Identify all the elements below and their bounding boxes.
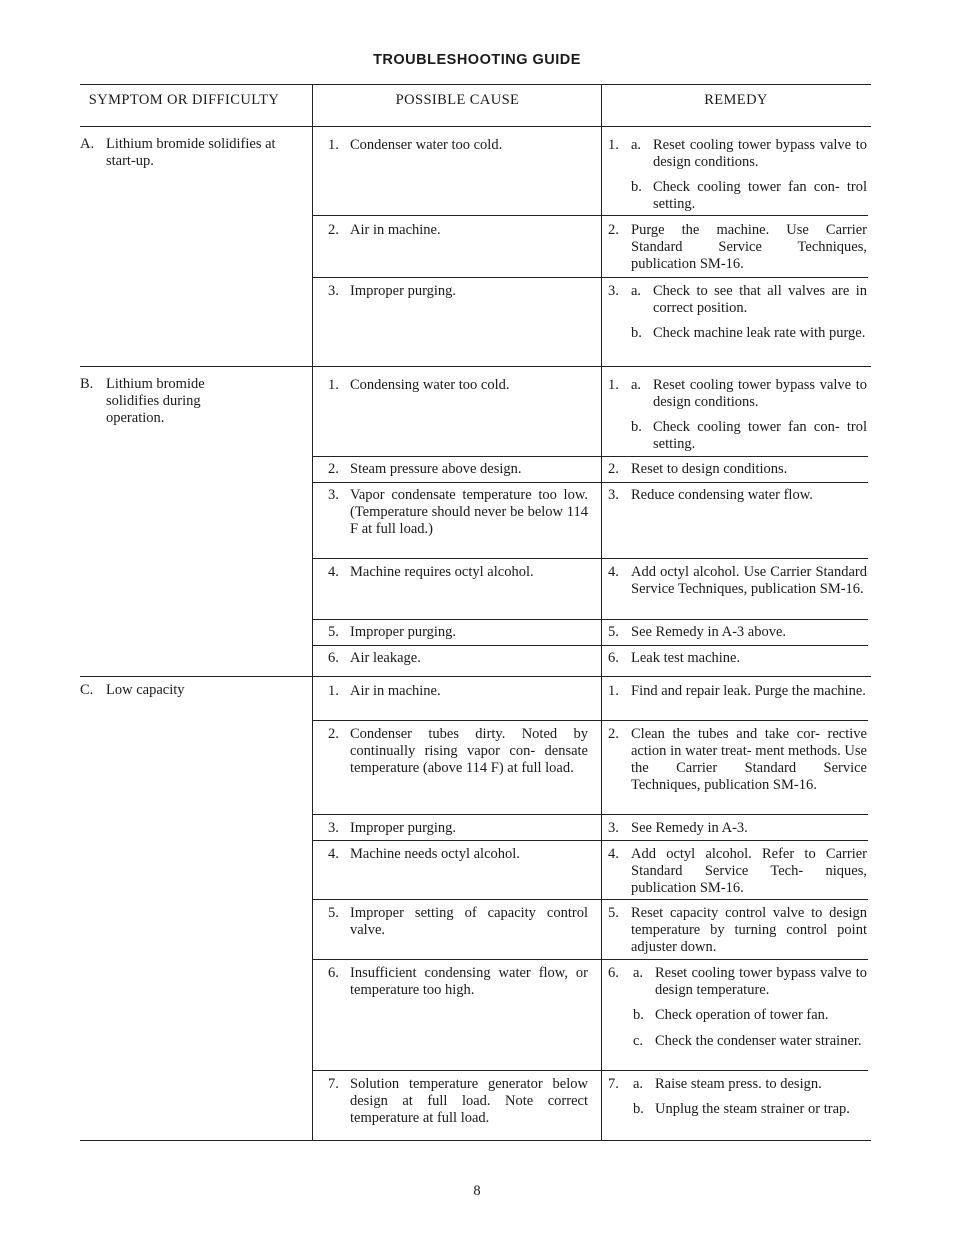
header-bottom-rule	[80, 126, 871, 127]
cause-number: 5.	[328, 624, 339, 640]
table-bottom-rule	[80, 1140, 871, 1141]
row-rule	[312, 1070, 868, 1071]
cause-text: Improper purging.	[350, 283, 457, 299]
row-rule	[312, 456, 868, 457]
cause-number: 4.	[328, 564, 339, 580]
symptom-letter-b: B.	[80, 376, 94, 392]
remedy-letter: a.	[633, 1076, 644, 1092]
cause-number: 2.	[328, 461, 339, 477]
remedy-letter: b.	[633, 1101, 644, 1117]
remedy-text: See Remedy in A-3 above.	[631, 624, 787, 640]
row-rule	[312, 558, 868, 559]
remedy-letter: b.	[633, 1007, 644, 1023]
header-remedy: REMEDY	[704, 92, 768, 108]
cause-text: Insufficient condensing water flow, or temperature too high.	[350, 965, 588, 998]
remedy-number: 3.	[608, 487, 619, 503]
cause-number: 6.	[328, 650, 339, 666]
remedy-letter: b.	[631, 325, 642, 341]
cause-text: Air in machine.	[350, 222, 441, 238]
cause-number: 1.	[328, 683, 339, 699]
cause-text: Condenser tubes dirty. Noted by continually rising vapor con- densate temperature (above 114 F) at full load.	[350, 726, 588, 776]
row-rule	[312, 899, 868, 900]
section-rule-c	[80, 676, 871, 677]
cause-text: Machine needs octyl alcohol.	[350, 846, 520, 862]
row-rule	[312, 959, 868, 960]
row-rule	[312, 619, 868, 620]
header-symptom: SYMPTOM OR DIFFICULTY	[88, 92, 280, 108]
remedy-text: Check machine leak rate with purge.	[653, 325, 866, 341]
remedy-text: Clean the tubes and take cor- rective action in water treat- ment methods. Use the Carrier Standard Service Techniques, publication SM-16.	[631, 726, 867, 793]
cause-number: 6.	[328, 965, 339, 981]
remedy-text: Purge the machine. Use Carrier Standard Service Techniques, publication SM-16.	[631, 222, 867, 272]
remedy-number: 1.	[608, 683, 619, 699]
remedy-text: Reset cooling tower bypass valve to design conditions.	[653, 137, 867, 170]
remedy-letter: a.	[631, 283, 642, 299]
remedy-letter: b.	[631, 179, 642, 195]
remedy-text: Check the condenser water strainer.	[655, 1033, 862, 1049]
row-rule	[312, 720, 868, 721]
cause-text: Air in machine.	[350, 683, 441, 699]
symptom-letter-a: A.	[80, 136, 95, 152]
remedy-number: 5.	[608, 905, 619, 921]
remedy-letter: c.	[633, 1033, 644, 1049]
page-number: 8	[473, 1183, 481, 1199]
remedy-number: 6.	[608, 650, 619, 666]
cause-number: 3.	[328, 820, 339, 836]
remedy-text: Reset cooling tower bypass valve to design conditions.	[653, 377, 867, 410]
row-rule	[312, 645, 868, 646]
remedy-text: Raise steam press. to design.	[655, 1076, 822, 1092]
cause-number: 5.	[328, 905, 339, 921]
header-cause: POSSIBLE CAUSE	[395, 92, 520, 108]
remedy-number: 1.	[608, 377, 619, 393]
cause-text: Vapor condensate temperature too low. (Temperature should never be below 114 F at full load.)	[350, 487, 588, 537]
remedy-text: Add octyl alcohol. Refer to Carrier Standard Service Tech- niques, publication SM-16.	[631, 846, 867, 896]
remedy-letter: a.	[633, 965, 644, 981]
cause-text: Improper purging.	[350, 820, 457, 836]
cause-text: Air leakage.	[350, 650, 421, 666]
remedy-text: Check cooling tower fan con- trol setting.	[653, 419, 867, 452]
remedy-number: 3.	[608, 283, 619, 299]
row-rule	[312, 482, 868, 483]
remedy-text: Leak test machine.	[631, 650, 741, 666]
remedy-text: Reset capacity control valve to design temperature by turning control point adjuster down.	[631, 905, 867, 955]
cause-text: Improper purging.	[350, 624, 457, 640]
remedy-number: 4.	[608, 846, 619, 862]
remedy-text: Reset to design conditions.	[631, 461, 788, 477]
cause-text: Steam pressure above design.	[350, 461, 522, 477]
remedy-number: 5.	[608, 624, 619, 640]
remedy-number: 3.	[608, 820, 619, 836]
remedy-number: 7.	[608, 1076, 619, 1092]
cause-number: 7.	[328, 1076, 339, 1092]
page-title: TROUBLESHOOTING GUIDE	[373, 52, 581, 68]
symptom-b: Lithium bromide solidifies during operation.	[106, 376, 205, 426]
cause-number: 2.	[328, 222, 339, 238]
column-divider-1	[312, 84, 313, 1140]
remedy-text: Reset cooling tower bypass valve to design temperature.	[655, 965, 867, 998]
remedy-number: 1.	[608, 137, 619, 153]
cause-number: 3.	[328, 487, 339, 503]
remedy-text: Unplug the steam strainer or trap.	[655, 1101, 850, 1117]
cause-text: Improper setting of capacity control valve.	[350, 905, 588, 938]
symptom-a: Lithium bromide solidifies at start-up.	[106, 136, 276, 169]
cause-text: Machine requires octyl alcohol.	[350, 564, 534, 580]
remedy-letter: b.	[631, 419, 642, 435]
cause-number: 4.	[328, 846, 339, 862]
remedy-letter: a.	[631, 137, 642, 153]
remedy-text: Check operation of tower fan.	[655, 1007, 829, 1023]
section-rule-b	[80, 366, 871, 367]
remedy-text: See Remedy in A-3.	[631, 820, 748, 836]
remedy-number: 4.	[608, 564, 619, 580]
row-rule	[312, 840, 868, 841]
remedy-text: Find and repair leak. Purge the machine.	[631, 683, 866, 699]
remedy-text: Add octyl alcohol. Use Carrier Standard Service Techniques, publication SM-16.	[631, 564, 867, 597]
row-rule	[312, 814, 868, 815]
cause-text: Condensing water too cold.	[350, 377, 510, 393]
remedy-number: 6.	[608, 965, 619, 981]
column-divider-2	[601, 84, 602, 1140]
remedy-number: 2.	[608, 461, 619, 477]
cause-number: 2.	[328, 726, 339, 742]
cause-text: Solution temperature generator below design at full load. Note correct temperature at full load.	[350, 1076, 588, 1126]
remedy-text: Check cooling tower fan con- trol setting.	[653, 179, 867, 212]
cause-text: Condenser water too cold.	[350, 137, 503, 153]
remedy-letter: a.	[631, 377, 642, 393]
cause-number: 1.	[328, 137, 339, 153]
row-rule	[312, 277, 868, 278]
remedy-text: Reduce condensing water flow.	[631, 487, 813, 503]
symptom-c: Low capacity	[106, 682, 185, 698]
remedy-number: 2.	[608, 726, 619, 742]
symptom-letter-c: C.	[80, 682, 94, 698]
cause-number: 1.	[328, 377, 339, 393]
table-top-rule	[80, 84, 871, 85]
cause-number: 3.	[328, 283, 339, 299]
remedy-number: 2.	[608, 222, 619, 238]
remedy-text: Check to see that all valves are in correct position.	[653, 283, 867, 316]
row-rule	[312, 215, 868, 216]
